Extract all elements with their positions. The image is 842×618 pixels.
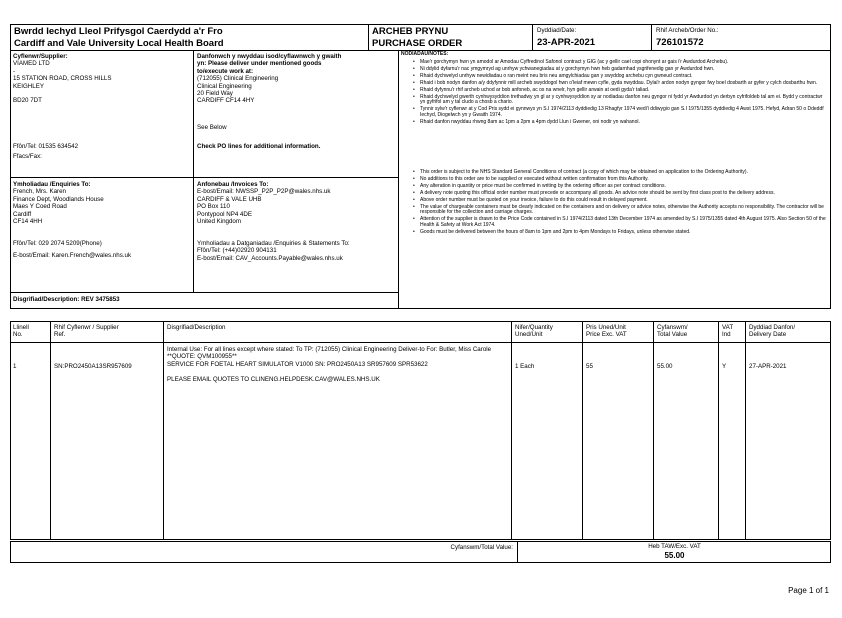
supplier-street: 15 STATION ROAD, CROSS HILLS bbox=[13, 75, 112, 83]
invoices-po-box: PO Box 110 bbox=[197, 203, 230, 211]
statements-label: Ymholiadau a Datganiadau /Enquiries & Statements To: bbox=[197, 240, 350, 247]
header-vat bbox=[722, 324, 733, 339]
enquiries-label: Ymholiadau /Enquiries To: bbox=[13, 181, 91, 188]
row-quantity: 1 Each bbox=[515, 363, 535, 370]
header-delivery-date bbox=[749, 324, 795, 339]
delivery-department: Clinical Engineering bbox=[197, 82, 252, 90]
header-quantity-welsh: Nifer/Quantity bbox=[515, 324, 553, 331]
note-en-7: • Attention of the supplier is drawn to the Price Code contained in S.I 1974/2113 dated 13th December 1974 as amended by S.I 1975/1355 dated 4th August 1975. Also Section 50 of the Health & Safety at Work Act 1974. bbox=[420, 217, 828, 229]
date-label: Dyddiad/Date: bbox=[537, 27, 577, 34]
supplier-label: Cyflenwr/Supplier: bbox=[13, 53, 68, 60]
description-divider bbox=[10, 292, 399, 293]
enquiries-phone: Ffôn/Tel: 029 2074 5209(Phone) bbox=[13, 240, 102, 247]
org-name-welsh: Bwrdd Iechyd Lleol Prifysgol Caerdydd a'r Fro bbox=[14, 26, 223, 37]
order-number-label: Rhif Archeb/Order No.: bbox=[656, 27, 719, 34]
invoices-country: United Kingdom bbox=[197, 218, 242, 226]
header-supplier-ref-welsh: Rhif Cyflenwr / Supplier bbox=[54, 324, 119, 331]
notes-welsh bbox=[410, 60, 828, 127]
note-en-8: • Goods must be delivered between the hours of 8am to 1pm and 2pm to 4pm Mondays to Fridays, unless otherwise stated. bbox=[420, 230, 828, 236]
address-vertical-divider bbox=[193, 50, 194, 293]
header-supplier-ref-english: Ref. bbox=[54, 331, 66, 339]
header-line-no bbox=[13, 324, 29, 339]
header-order-box bbox=[651, 24, 831, 51]
row-vat-ind: Y bbox=[722, 363, 727, 370]
note-cy-5: • Rhaid dyfynnu'r rhif archeb uchod ar bob anfoneb, ac os na wnelr, hyn gellir arwain at oedi gyda'r taliad. bbox=[420, 88, 828, 94]
row-desc-service: SERVICE FOR FOETAL HEART SIMULATOR V1000 SN: PRO2450A13 SR957609 SPR53622 bbox=[167, 360, 428, 368]
header-line-no-welsh: Llinell bbox=[13, 324, 29, 331]
enquiries-email[interactable]: E-bost/Email: Karen.French@wales.nhs.uk bbox=[13, 252, 132, 259]
invoices-label: Anfonebau /Invoices To: bbox=[197, 181, 269, 188]
supplier-section bbox=[13, 53, 191, 105]
order-number-value: 726101572 bbox=[656, 37, 704, 48]
header-vat-ind: Ind bbox=[722, 331, 731, 339]
totals-divider bbox=[517, 541, 518, 563]
supplier-postcode: BD20 7DT bbox=[13, 97, 42, 105]
header-supplier-ref bbox=[54, 324, 119, 339]
delivery-see-below: See Below bbox=[197, 124, 227, 131]
supplier-name: VIAMED LTD bbox=[13, 60, 50, 68]
statements-phone: Ffôn/Tel: (+44)02920 904131 bbox=[197, 247, 277, 255]
header-quantity-english: Uned/Unit bbox=[515, 331, 543, 339]
row-desc-internal-use: Internal Use: For all lines except where stated: To TP: (712055) Clinical Engineering Deliver-to For: Butler, Miss Carole bbox=[167, 346, 492, 353]
delivery-label-welsh: Danfonwch y nwyddau isod/cyflawnwch y gwaith bbox=[197, 53, 342, 60]
header-unit-price bbox=[586, 324, 627, 339]
enquiries-city: Cardiff bbox=[13, 210, 32, 218]
header-date-box bbox=[532, 24, 652, 51]
invoices-email[interactable]: E-bost/Email: NWSSP_P2P_P2P@wales.nhs.uk bbox=[197, 188, 331, 196]
invoices-section bbox=[197, 181, 395, 225]
delivery-street: 20 Field Way bbox=[197, 90, 233, 98]
note-cy-1: • Mae'r gorchymyn hwn yn amodol ar Amodau Cyffredinol Safonol contract y GIG (ac y gellir cael copi ohonynt ar gais i'r Awdurdod Archebu). bbox=[420, 60, 828, 66]
row-supplier-ref: SN:PRO2450A13SR957609 bbox=[54, 363, 132, 370]
header-delivery-date-english: Delivery Date bbox=[749, 331, 787, 339]
supplier-town: KEIGHLEY bbox=[13, 82, 44, 90]
table-row bbox=[10, 346, 831, 416]
header-quantity bbox=[515, 324, 553, 339]
header-line-no-english: No. bbox=[13, 331, 23, 339]
total-vat-value: 55.00 bbox=[664, 551, 685, 560]
note-cy-3: • Rhaid dychwelyd unrhyw newidiadau o ran meint neu bris neu amgylchiadau gan y swyddog archebu cyn gwneud contract. bbox=[420, 74, 828, 80]
note-cy-7: • Tynnir sylw'r cyflenwr at y Cod Pris sydd ei gynnwys yn S.I 1974/2113 dyddiedig 13 Rhagfyr 1974 wedi'i ddiwygio gan S.I 1975/1355 dyddiedig 4 Awst 1975. Hefyd, Adran 50 o Ddeddf Iechyd, Diogelwch yn y Gwaith 1974. bbox=[420, 107, 828, 119]
enquiries-contact: French, Mrs. Karen bbox=[13, 188, 66, 196]
row-desc-blank bbox=[167, 368, 507, 375]
header-description bbox=[167, 324, 225, 331]
row-unit-price: 55 bbox=[586, 363, 593, 370]
document-title-welsh: ARCHEB PRYNU bbox=[372, 26, 449, 37]
note-cy-6: • Rhaid dychwelyd gwerth cynhwysyddion trethadwy yn gl ar y cynhwysyddion sy ar nodiadau danfon neu gyngor ni fydd yr Awdurdod yn derbyn cyfrifoldeb tal am ei. Bydd y contractwr yn gyfrifol am y tal cludo a chosb a chario. bbox=[420, 95, 828, 107]
row-line-no: 1 bbox=[13, 363, 17, 370]
org-name-english: Cardiff and Vale University Local Health Board bbox=[14, 38, 224, 49]
row-total-value: 55.00 bbox=[657, 363, 673, 370]
total-value-label: Cyfanswm/Total Value: bbox=[450, 544, 513, 551]
row-description bbox=[167, 346, 507, 383]
supplier-phone: Ffôn/Tel: 01535 634542 bbox=[13, 143, 79, 150]
invoices-town: Pontypool NP4 4DE bbox=[197, 210, 253, 218]
header-description-label: Disgrifiad/Description bbox=[167, 324, 226, 331]
note-en-4: • A delivery note quoting this official order number must precede or accompany all goods. An advice note should be sent by first class post to the delivery address. bbox=[420, 191, 828, 197]
row-desc-quote: **QUOTE: QVM100955** bbox=[167, 353, 237, 361]
invoices-org: CARDIFF & VALE UHB bbox=[197, 195, 262, 203]
enquiries-dept: Finance Dept, Woodlands House bbox=[13, 195, 104, 203]
statements-email[interactable]: E-bost/Email: CAV_Accounts.Payable@wales.nhs.uk bbox=[197, 254, 343, 262]
supplier-line-2: - bbox=[13, 67, 16, 75]
vat-label: Heb TAW/Exc. VAT bbox=[648, 543, 701, 550]
header-title-box bbox=[368, 24, 533, 51]
enquiries-postcode: CF14 4HH bbox=[13, 218, 43, 226]
header-vat-label: VAT bbox=[722, 324, 734, 331]
date-value: 23-APR-2021 bbox=[537, 37, 596, 48]
note-en-5: • Above order number must be quoted on your invoice, failure to do this could result in delayed payment. bbox=[420, 198, 828, 204]
address-horizontal-divider bbox=[10, 177, 399, 178]
notes-english bbox=[410, 170, 828, 237]
note-cy-2: • Ni ddylid dyfarnu'r nac ymgymryd ag unrhyw ychwanegiadau at y gorchymyn hwn heb gadarnhad ysgrifenedig gan yr Awdurdod hwn. bbox=[420, 67, 828, 73]
notes-label: NODIADAU/NOTES: bbox=[401, 51, 449, 57]
note-en-1: • This order is subject to the NHS Standard General Conditions of contract (a copy of which may be obtained on application to the Ordering Authority). bbox=[420, 170, 828, 176]
note-en-6: • The value of chargeable containers must be clearly indicated on the containers and on delivery or advice notes, otherwise the Authority accepts no responsibility. The contractor will be responsible for the collection and carriage charges. bbox=[420, 205, 828, 217]
table-header-divider bbox=[10, 342, 831, 343]
note-cy-8: • Rhaid danfon nwyddau rhwng 8am ac 1pm a 2pm a 4pm dydd Llun i Gwener, oni nodir yn wahanol. bbox=[420, 120, 828, 126]
note-cy-4: • Rhaid i bob nodyn danfon a/y ddyfynnir mill archeb swyddogol hwn o'leiaf mewn cyfle, gyda nwyddau. Dylai'r ardon nodyn gyngor fwy boel dosbarth ar gyfer y cylch dosbarthu hwn. bbox=[420, 81, 828, 87]
enquiries-section bbox=[13, 181, 191, 225]
supplier-fax: Ffacs/Fax: bbox=[13, 153, 42, 160]
row-delivery-date: 27-APR-2021 bbox=[749, 363, 787, 370]
header-total bbox=[657, 324, 688, 339]
notes-welsh-list bbox=[410, 60, 828, 126]
note-en-3: • Any alteration in quantity or price must be confirmed in writing by the ordering officer as per contract conditions. bbox=[420, 184, 828, 190]
delivery-city: CARDIFF CF14 4HY bbox=[197, 97, 255, 105]
delivery-check-lines: Check PO lines for additional information. bbox=[197, 143, 321, 150]
delivery-label-execute: to/execute work at: bbox=[197, 67, 254, 75]
header-unit-price-welsh: Pris Uned/Unit bbox=[586, 324, 626, 331]
header-total-english: Total Value bbox=[657, 331, 688, 339]
page-number: Page 1 of 1 bbox=[788, 586, 829, 595]
row-desc-email-note: PLEASE EMAIL QUOTES TO CLINENG.HELPDESK.CAV@WALES.NHS.UK bbox=[167, 375, 380, 383]
note-en-2: • No additions to this order are to be supplied or executed without written confirmation from this Authority. bbox=[420, 177, 828, 183]
statements-section bbox=[197, 240, 395, 262]
header-delivery-date-welsh: Dyddiad Danfon/ bbox=[749, 324, 796, 331]
description-reference: Disgrifiad/Description: REV 3475853 bbox=[13, 296, 120, 303]
supplier-blank bbox=[13, 90, 191, 97]
delivery-site: (712055) Clinical Engineering bbox=[197, 75, 279, 83]
notes-english-list bbox=[410, 170, 828, 236]
header-unit-price-english: Price Exc. VAT bbox=[586, 331, 627, 339]
document-title-english: PURCHASE ORDER bbox=[372, 38, 463, 49]
delivery-section bbox=[197, 53, 395, 105]
header-total-welsh: Cyfanswm/ bbox=[657, 324, 688, 331]
enquiries-road: Maes Y Coed Road bbox=[13, 203, 67, 211]
delivery-label-english: yn: Please deliver under mentioned goods bbox=[197, 60, 322, 68]
header-org-box bbox=[10, 24, 369, 51]
